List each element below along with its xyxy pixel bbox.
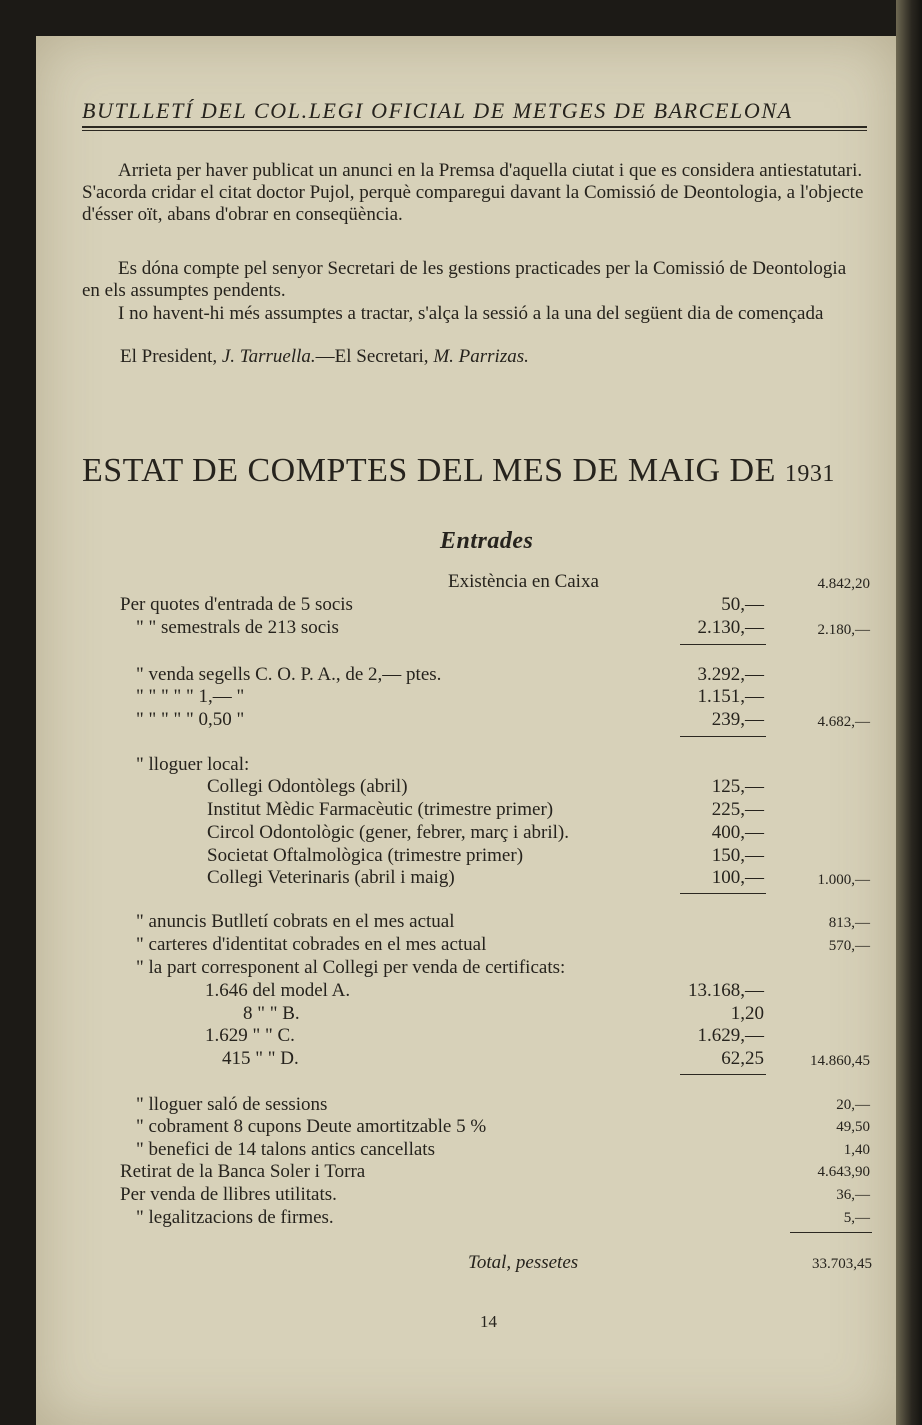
- subtotal-rule: [680, 893, 766, 894]
- row-amount: 2.130,—: [697, 617, 764, 638]
- page-number: 14: [480, 1312, 497, 1331]
- signature-middle: —El Secretari,: [315, 346, 429, 367]
- header-rule: [82, 126, 867, 131]
- row-amount: 62,25: [721, 1048, 764, 1069]
- total-rule: [790, 1232, 872, 1233]
- row-amount: 1,20: [730, 1003, 764, 1024]
- row-sum: 4.842,20: [817, 576, 870, 592]
- row-label: " benefici de 14 talons antics cancellats: [136, 1139, 435, 1160]
- row-amount: 400,—: [711, 822, 764, 843]
- row-label: Collegi Veterinaris (abril i maig): [207, 867, 455, 888]
- row-label: Per venda de llibres utilitats.: [120, 1184, 337, 1205]
- signature-prefix: El President,: [120, 346, 218, 367]
- row-label: Institut Mèdic Farmacèutic (trimestre primer): [207, 799, 554, 820]
- president-name: J. Tarruella.: [221, 346, 316, 367]
- row-sum: 4.643,90: [817, 1164, 870, 1180]
- row-label: " la part corresponent al Collegi per venda de certificats:: [136, 957, 566, 978]
- row-label: 1.646 del model A.: [205, 980, 351, 1001]
- subtotal-rule: [680, 644, 766, 645]
- row-label: " carteres d'identitat cobrades en el mes actual: [136, 934, 487, 955]
- secretary-name: M. Parrizas.: [433, 346, 529, 367]
- row-label: Circol Odontològic (gener, febrer, març i abril).: [207, 822, 569, 843]
- total-label: Total, pessetes: [468, 1252, 579, 1273]
- row-label: " lloguer saló de sessions: [136, 1094, 328, 1115]
- row-sum: 1,40: [843, 1142, 870, 1158]
- row-label: " " semestrals de 213 socis: [136, 617, 339, 638]
- row-amount: 13.168,—: [688, 980, 764, 1001]
- row-sum: 14.860,45: [810, 1053, 870, 1069]
- row-sum: 36,—: [836, 1187, 870, 1203]
- row-amount: 1.629,—: [697, 1025, 764, 1046]
- title-main: ESTAT DE COMPTES DEL MES DE MAIG DE: [82, 452, 776, 489]
- row-sum: 49,50: [836, 1119, 870, 1135]
- row-label: " anuncis Butlletí cobrats en el mes actual: [136, 911, 455, 932]
- running-header: BUTLLETÍ DEL COL.LEGI OFICIAL DE METGES DE BARCELONA: [82, 98, 793, 123]
- paragraph-2: Es dóna compte pel senyor Secretari de les gestions practicades per la Comissió de Deontologia en els assumptes pendents.: [82, 258, 847, 301]
- row-label: Societat Oftalmològica (trimestre primer): [207, 845, 524, 866]
- row-amount: 150,—: [711, 845, 764, 866]
- row-label: Per quotes d'entrada de 5 socis: [120, 594, 353, 615]
- row-amount: 100,—: [711, 867, 764, 888]
- row-sum: 2.180,—: [817, 622, 870, 638]
- row-label: 8 " " B.: [243, 1003, 300, 1024]
- paragraph-1: Arrieta per haver publicat un anunci en la Premsa d'aquella ciutat i que es considera antiestatutari. S'acorda cridar el citat doctor Pujol, perquè comparegui davant la Comissió de Deontologia, a l'objecte d'ésser oït, abans d'obrar en conseqüència.: [82, 160, 864, 225]
- row-sum: 813,—: [828, 915, 870, 931]
- row-label: " legalitzacions de firmes.: [136, 1207, 334, 1228]
- subtotal-rule: [680, 736, 766, 737]
- title-year: 1931: [784, 461, 835, 487]
- section-subtitle: Entrades: [440, 528, 534, 554]
- row-label: " " " " " 1,— ": [136, 686, 245, 707]
- row-sum: 4.682,—: [817, 714, 870, 730]
- row-label: " cobrament 8 cupons Deute amortitzable 5 %: [136, 1116, 487, 1137]
- signature-line: [120, 346, 529, 368]
- row-label: 415 " " D.: [222, 1048, 299, 1069]
- subtotal-rule: [680, 1074, 766, 1075]
- row-amount: 239,—: [711, 709, 764, 730]
- row-label: Collegi Odontòlegs (abril): [207, 776, 408, 797]
- paragraph-3: I no havent-hi més assumptes a tractar, s'alça la sessió a la una del següent dia de començada: [118, 303, 824, 324]
- row-sum: 1.000,—: [817, 872, 870, 888]
- row-amount: 3.292,—: [697, 664, 764, 685]
- row-label: Retirat de la Banca Soler i Torra: [120, 1161, 366, 1182]
- row-amount: 225,—: [711, 799, 764, 820]
- row-amount: 50,—: [721, 594, 764, 615]
- row-label: " venda segells C. O. P. A., de 2,— ptes.: [136, 664, 442, 685]
- row-label: " " " " " 0,50 ": [136, 709, 245, 730]
- section-title: [82, 452, 872, 490]
- row-amount: 1.151,—: [697, 686, 764, 707]
- book-edge: [896, 0, 922, 1425]
- row-label: 1.629 " " C.: [205, 1025, 295, 1046]
- total-sum: 33.703,45: [812, 1256, 872, 1272]
- row-label: Existència en Caixa: [448, 571, 599, 592]
- row-label: " lloguer local:: [136, 754, 250, 775]
- row-amount: 125,—: [711, 776, 764, 797]
- row-sum: 570,—: [828, 938, 870, 954]
- row-sum: 20,—: [836, 1097, 870, 1113]
- row-sum: 5,—: [843, 1210, 870, 1226]
